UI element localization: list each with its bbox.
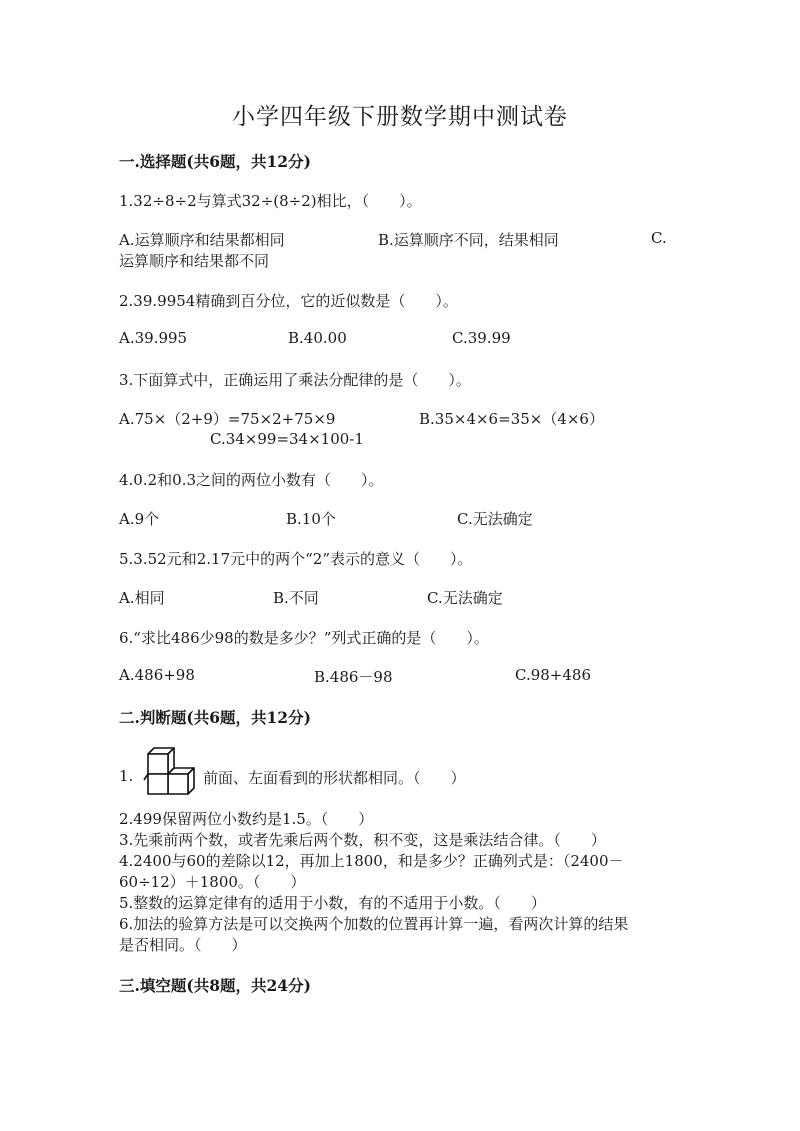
judgment-4-line-2: 60÷12）＋1800。（ ） <box>119 873 306 891</box>
question-3-option-c: C.34×99=34×100-1 <box>210 430 364 448</box>
question-4-option-c: C.无法确定 <box>457 510 533 528</box>
question-3: 3.下面算式中，正确运用了乘法分配律的是（ ）。 <box>119 371 471 389</box>
question-6-option-c: C.98+486 <box>515 666 591 684</box>
question-1-option-b: B.运算顺序不同，结果相同 <box>378 231 559 249</box>
question-4-option-b: B.10个 <box>286 510 336 528</box>
judgment-6-line-1: 6.加法的验算方法是可以交换两个加数的位置再计算一遍，看两次计算的结果 <box>119 915 629 933</box>
judgment-2: 2.499保留两位小数约是1.5。（ ） <box>119 810 374 828</box>
question-1-option-a: A.运算顺序和结果都相同 <box>119 231 285 249</box>
section-heading-choice: 一.选择题(共6题，共12分) <box>119 152 311 171</box>
question-6: 6.“求比486少98的数是多少？”列式正确的是（ ）。 <box>119 629 489 647</box>
question-2-option-a: A.39.995 <box>119 329 188 347</box>
question-2: 2.39.9954精确到百分位，它的近似数是（ ）。 <box>119 292 458 310</box>
question-5: 5.3.52元和2.17元中的两个“2”表示的意义（ ）。 <box>119 550 473 568</box>
question-2-option-c: C.39.99 <box>452 329 511 347</box>
question-3-option-b: B.35×4×6=35×（4×6） <box>419 410 604 428</box>
stacked-cubes-figure <box>140 745 202 803</box>
question-1-option-c-label: C. <box>651 229 667 247</box>
page-title: 小学四年级下册数学期中测试卷 <box>232 104 568 130</box>
question-4: 4.0.2和0.3之间的两位小数有（ ）。 <box>119 471 384 489</box>
question-6-option-b: B.486－98 <box>314 668 393 686</box>
question-1: 1.32÷8÷2与算式32÷(8÷2)相比，（ ）。 <box>119 192 422 210</box>
judgment-5: 5.整数的运算定律有的适用于小数，有的不适用于小数。（ ） <box>119 894 546 912</box>
section-heading-judgment: 二.判断题(共6题，共12分) <box>119 708 311 727</box>
question-6-option-a: A.486+98 <box>119 666 195 684</box>
question-5-option-a: A.相同 <box>119 589 165 607</box>
judgment-3: 3.先乘前两个数，或者先乘后两个数，积不变，这是乘法结合律。（ ） <box>119 831 606 849</box>
question-3-option-a: A.75×（2+9）=75×2+75×9 <box>119 410 336 428</box>
question-2-option-b: B.40.00 <box>288 329 347 347</box>
question-5-option-c: C.无法确定 <box>427 589 503 607</box>
section-heading-fill-blank: 三.填空题(共8题，共24分) <box>119 976 311 995</box>
question-5-option-b: B.不同 <box>273 589 319 607</box>
question-4-option-a: A.9个 <box>119 510 160 528</box>
judgment-6-line-2: 是否相同。（ ） <box>119 936 247 954</box>
question-1-option-c-text: 运算顺序和结果都不同 <box>119 252 270 270</box>
judgment-4-line-1: 4.2400与60的差除以12，再加上1800，和是多少？正确列式是：（2400－ <box>119 852 624 870</box>
judgment-1-text: 前面、左面看到的形状都相同。（ ） <box>203 769 466 787</box>
judgment-1-number: 1. <box>119 767 134 785</box>
